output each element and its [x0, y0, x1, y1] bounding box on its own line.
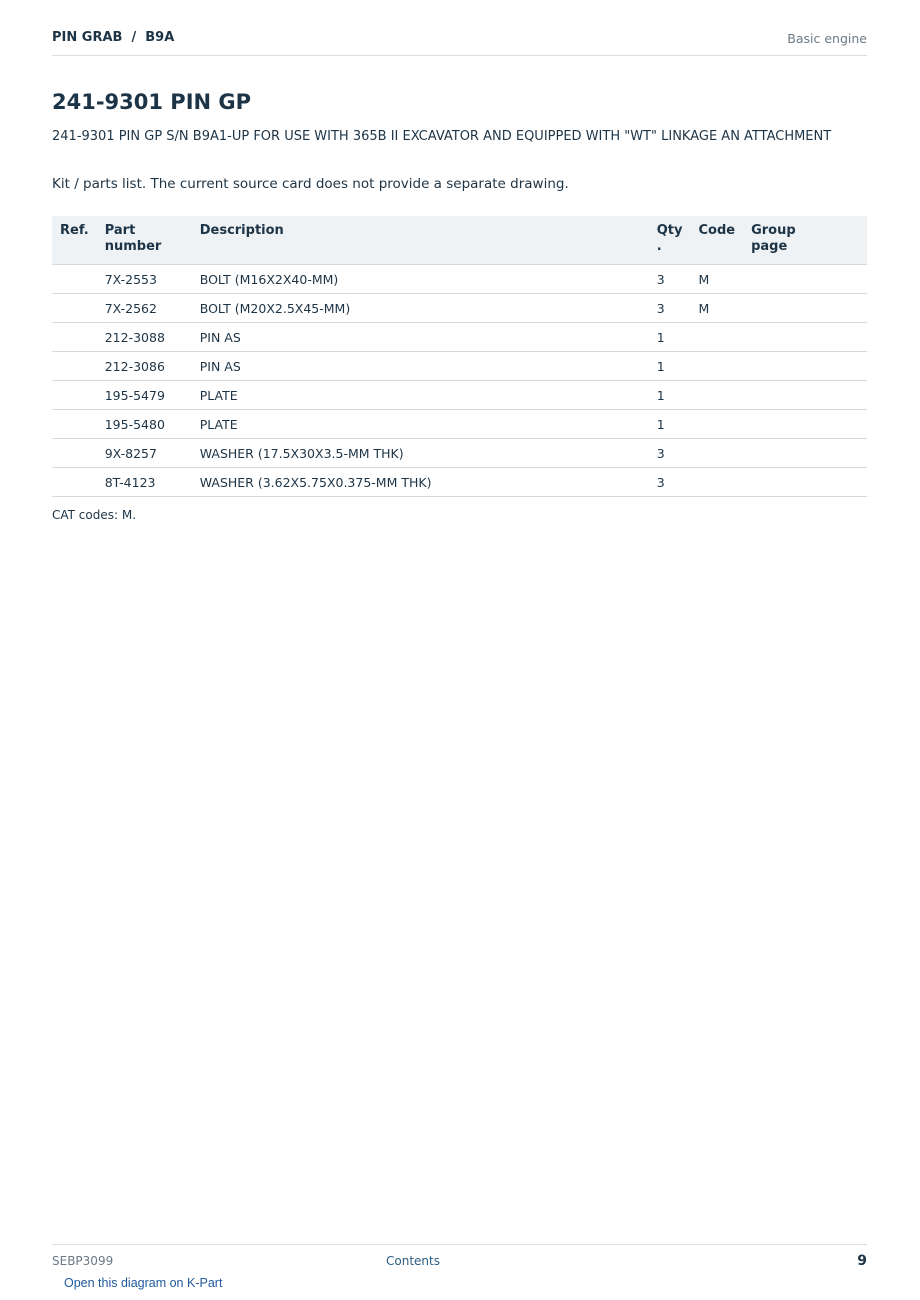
cell-qty: 1: [649, 381, 691, 410]
table-row: [52, 410, 867, 439]
cell-group-page: [743, 468, 867, 497]
cell-qty: 3: [649, 439, 691, 468]
page-footer: [52, 1244, 867, 1275]
cell-group-page: [743, 323, 867, 352]
cat-codes-note: CAT codes: M.: [52, 508, 137, 522]
cell-qty: 3: [649, 468, 691, 497]
page-header: [52, 28, 867, 56]
cell-code: [690, 410, 743, 439]
cell-group-page: [743, 294, 867, 323]
cell-part-number: 195-5480: [97, 410, 192, 439]
cell-group-page: [743, 265, 867, 294]
cell-part-number: 212-3086: [97, 352, 192, 381]
col-description-header: Description: [192, 216, 649, 265]
cell-description: WASHER (3.62X5.75X0.375-MM THK): [192, 468, 649, 497]
cell-group-page: [743, 381, 867, 410]
cell-ref: [52, 265, 97, 294]
table-row: [52, 381, 867, 410]
cell-qty: 1: [649, 410, 691, 439]
cell-group-page: [743, 439, 867, 468]
cell-description: PLATE: [192, 381, 649, 410]
parts-table-body: [52, 265, 867, 497]
cell-qty: 3: [649, 294, 691, 323]
cell-group-page: [743, 352, 867, 381]
col-code-header: Code: [690, 216, 743, 265]
cell-description: BOLT (M20X2.5X45-MM): [192, 294, 649, 323]
cell-code: [690, 468, 743, 497]
table-header-row: [52, 216, 867, 265]
cell-description: WASHER (17.5X30X3.5-MM THK): [192, 439, 649, 468]
cell-part-number: 7X-2553: [97, 265, 192, 294]
cell-part-number: 7X-2562: [97, 294, 192, 323]
table-row: [52, 294, 867, 323]
cell-part-number: 9X-8257: [97, 439, 192, 468]
cell-ref: [52, 323, 97, 352]
col-group-page-header: Group page: [743, 216, 867, 265]
contents-link[interactable]: Contents: [386, 1254, 440, 1268]
document-id: SEBP3099: [52, 1254, 114, 1268]
cell-code: [690, 439, 743, 468]
table-row: [52, 265, 867, 294]
table-row: [52, 468, 867, 497]
cell-qty: 1: [649, 352, 691, 381]
cell-part-number: 195-5479: [97, 381, 192, 410]
section-label: Basic engine: [787, 31, 867, 46]
table-row: [52, 439, 867, 468]
cell-ref: [52, 410, 97, 439]
table-row: [52, 352, 867, 381]
cell-code: [690, 381, 743, 410]
page-number: 9: [857, 1253, 867, 1269]
cell-code: M: [690, 294, 743, 323]
col-ref-header: Ref.: [52, 216, 97, 265]
col-part-number-header: Part number: [97, 216, 192, 265]
cell-code: M: [690, 265, 743, 294]
cell-description: PIN AS: [192, 323, 649, 352]
cell-ref: [52, 381, 97, 410]
cell-description: BOLT (M16X2X40-MM): [192, 265, 649, 294]
cell-code: [690, 352, 743, 381]
open-kpart-link[interactable]: Open this diagram on K-Part: [64, 1276, 223, 1290]
page-subtitle: 241-9301 PIN GP S/N B9A1-UP FOR USE WITH 365B II EXCAVATOR AND EQUIPPED WITH "WT" LINKAGE AN ATTACHMENT: [52, 129, 832, 144]
cell-ref: [52, 468, 97, 497]
parts-table: [52, 216, 867, 497]
cell-qty: 1: [649, 323, 691, 352]
cell-code: [690, 323, 743, 352]
kit-note: Kit / parts list. The current source card does not provide a separate drawing.: [52, 176, 569, 192]
col-qty-header: Qty .: [649, 216, 691, 265]
page-title: 241-9301 PIN GP: [52, 90, 252, 114]
table-row: [52, 323, 867, 352]
cell-description: PLATE: [192, 410, 649, 439]
cell-ref: [52, 439, 97, 468]
cell-ref: [52, 352, 97, 381]
cell-description: PIN AS: [192, 352, 649, 381]
cell-ref: [52, 294, 97, 323]
cell-part-number: 212-3088: [97, 323, 192, 352]
breadcrumb: PIN GRAB / B9A: [52, 30, 175, 45]
cell-qty: 3: [649, 265, 691, 294]
cell-part-number: 8T-4123: [97, 468, 192, 497]
cell-group-page: [743, 410, 867, 439]
